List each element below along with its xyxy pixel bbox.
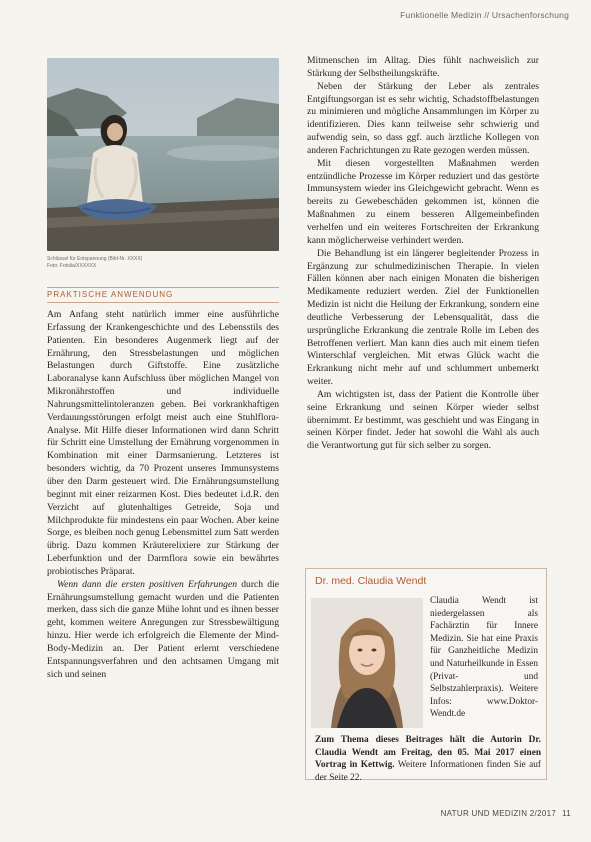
- paragraph: [47, 579, 279, 682]
- paragraph: Die Behandlung ist ein längerer begleitender Prozess in Ergänzung zur schulmedizinischen Therapie. In vielen Fällen können aber nach einigen Monaten die bisherigen Medikamente reduziert werden. Ziel der Funktionellen Medizin ist nicht die Heilung der Erkrankung, sondern eine deutliche Verbesserung der Lebensqualität, dass die ursprüngliche Erkrankung die zentrale Rolle im Leben des Betroffenen verliert. Man kann dies auch mit einem tiefen Winterschlaf vergleichen. Mit etwas Glück wacht die Erkrankung nicht mehr auf und schlummert unbemerkt weiter.: [307, 247, 539, 388]
- author-bio: Claudia Wendt ist niedergelassen als Fachärztin für Innere Medizin. Sie hat eine Praxis für Ganzheitliche Medizin und Naturheilkunde in Essen (Privat- und Selbstzahlerpraxis). Weitere Infos: www.Doktor-Wendt.de: [430, 596, 538, 720]
- paragraph: Am Anfang steht natürlich immer eine ausführliche Erfassung der Krankengeschichte und des Lebensstils des Patienten. Ein besonderes Augenmerk liegt auf der Ernährung, den Stressbelastungen und möglichen Belastungen durch Giftstoffe. Eine zusätzliche Laboranalyse kann Aufschluss über möglichen Mangel von Mikronährstoffen und individuelle Nahrungsmittelintoleranzen geben. Bei vorkrankhaftigen Verdauungsstörungen erfolgt meist auch eine Stuhlflora-Analyse. Mit Hilfe dieser Informationen wird dann Schritt für Schritt eine Umstellung der Ernährung vorgenommen in Kombination mit einer Darmsanierung. Letzteres ist besonders wichtig, da 70 Prozent unseres Immunsystems über den Darm gesteuert wird. Die Ernährungsumstellung beginnt mit einer reizarmen Kost. Dies bedeutet i.d.R. den Verzicht auf glutenhaltiges Getreide, Soja und Milchprodukte für mindestens ein paar Wochen. Aber keine Sorge, es bleiben noch genug Lebensmittel zum Satt werden übrig. Dazu kommen Kräuterelixiere zur Stärkung der Leberfunktion und der Darmflora sowie ein bewährtes probiotisches Präparat.: [47, 309, 279, 577]
- paragraph: Mitmenschen im Alltag. Dies fühlt nachweislich zur Stärkung der Selbstheilungskräfte.: [307, 55, 539, 79]
- author-box: [305, 568, 547, 783]
- paragraph-text: durch die Ernährungsumstellung gemacht wurden und die Patienten merken, dass sich die ganze Mühe lohnt und es ihnen besser geht, kommen weitere Anregungen zur Stressbewältigung hinzu. Hier werde ich erfolgreich die Elemente der Mind-Body-Medizin an. Der Patient erlernt verschiedene Entspannungsverfahren und den achtsamen Umgang mit sich und seinen: [47, 578, 279, 680]
- caption-line-1: Schlüssel für Entspannung (Bild-Nr. XXXX): [47, 256, 143, 262]
- photo-caption: [47, 256, 279, 270]
- author-portrait-illustration: [311, 598, 423, 728]
- caption-line-2: Foto: Fotolia/XXXXXX: [47, 263, 97, 269]
- lecture-more-info: Weitere Informationen finden Sie auf der Seite 22.: [315, 760, 541, 783]
- paragraph: Am wichtigsten ist, dass der Patient die Kontrolle über seine Erkrankung und seinen Körper wieder selbst übernimmt. Er bestimmt, was geschieht und was Eingang in seinen Körper findet. Jeder hat sowohl die Wahl als auch die Verantwortung gut für sich selber zu sorgen.: [307, 388, 539, 452]
- section-header: Funktionelle Medizin // Ursachenforschung: [400, 10, 569, 20]
- author-lecture-info: [315, 734, 541, 784]
- meditating-woman-illustration: [47, 58, 279, 251]
- magazine-issue: NATUR UND MEDIZIN 2/2017: [440, 809, 557, 818]
- page-number: 11: [562, 809, 571, 818]
- page-footer: [441, 809, 571, 818]
- emphasis: Wenn dann die ersten positiven Erfahrungen: [57, 578, 238, 590]
- article-column-right: [307, 55, 539, 555]
- lecture-announcement: Zum Thema dieses Beitrages hält die Autorin Dr. Claudia Wendt am Freitag, den 05. Mai 2017 einen Vortrag in Kettwig.: [315, 735, 541, 771]
- author-name: Dr. med. Claudia Wendt: [315, 575, 427, 587]
- paragraph: Neben der Stärkung der Leber als zentrales Entgiftungsorgan ist es sehr wichtig, Schadstoffbelastungen zu minimieren und mögliche Ansammlungen im Körper zu identifizieren. Dies kann teilweise sehr schwierig und aufwendig sein, so dass ggf. auch ärztliche Kollegen von anderen Fachrichtungen zu Rate gezogen werden müssen.: [307, 80, 539, 156]
- meditating-woman-photo: [47, 58, 279, 251]
- section-title: PRAKTISCHE ANWENDUNG: [47, 287, 279, 303]
- author-portrait: [311, 598, 423, 728]
- paragraph: Mit diesen vorgestellten Maßnahmen werden entzündliche Prozesse im Körper reduziert und das gestörte Immunsystem wieder ins Gleichgewicht gebracht. Wenn es bereits zu Gewebeschäden gekommen ist, können die Maßnahmen zu einem besseren Allgemeinbefinden verhelfen und ein weiteres Fortschreiten der Erkrankung kann möglicherweise verhindert werden.: [307, 157, 539, 246]
- article-column-left: [47, 309, 279, 824]
